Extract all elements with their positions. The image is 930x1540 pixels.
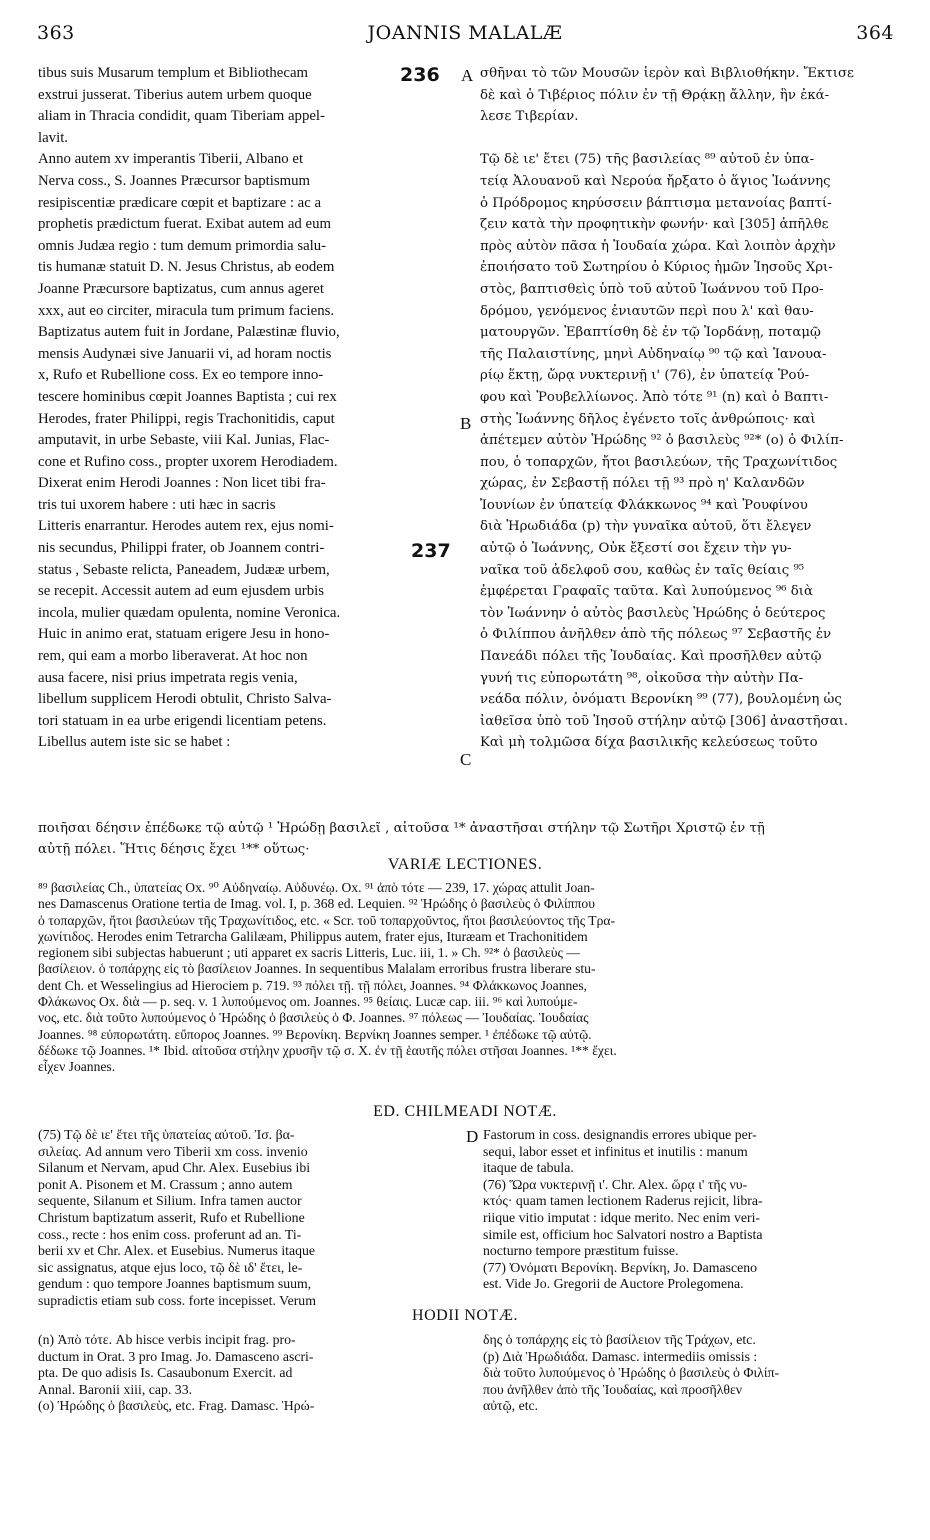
text-line: Joannes. ⁹⁸ εὐπορωτάτη. εὔπορος Joannes. ⁹⁹ Βερονίκη. Βερνίκη Joannes semper. ¹ ἐπέδωκε τῷ αὐτῷ.: [38, 1026, 592, 1042]
text-line: χωνίτιδος. Herodes enim Tetrarcha Galilæam, Philippus autem, frater ejus, Ituræam et Trachonitidem: [38, 928, 588, 944]
text-line: δης ὁ τοπάρχης εἰς τὸ βασίλειον τῆς Τράχων, etc.: [483, 1332, 756, 1347]
text-line: χώρας, ἐν Σεβαστῇ πόλει τῇ ⁹³ πρὸ η' Καλανδῶν: [480, 476, 805, 492]
text-line: εἶχεν Joannes.: [38, 1059, 116, 1075]
text-line: ναῖκα τοῦ ἀδελφοῦ σου, καθὼς ἐν ταῖς θείαις ⁹⁵: [480, 562, 805, 578]
hodii-notes-heading: HODII NOTÆ.: [412, 1307, 518, 1324]
text-line: Libellus autem iste sic se habet :: [38, 734, 231, 751]
text-line: κτός· quam tamen lectionem Raderus rejicit, libra-: [483, 1193, 763, 1209]
text-line: νεάδα πόλιν, ὀνόματι Βερονίκη ⁹⁹ (77), βουλομένη ὡς: [480, 692, 842, 708]
text-line: ζειν κατὰ τὴν προφητικὴν φωνήν· καὶ [305] ἀπῆλθε: [480, 217, 829, 233]
text-line: gendum : quo tempore Joannes baptismum suum,: [38, 1276, 312, 1292]
text-line: Πανεάδι πόλει τῆς Ἰουδαίας. Καὶ προσῆλθεν αὐτῷ: [480, 649, 822, 665]
text-line: φου καὶ Ῥουβελλίωνος. Ἀπὸ τότε ⁹¹ (n) καὶ ὁ Βαπτι-: [480, 389, 829, 405]
text-line: amputavit, in urbe Sebaste, viii Kal. Junias, Flac-: [38, 432, 330, 449]
text-line: ὁ τοπαρχῶν, ἤτοι βασιλεύων τῆς Τραχωνίτιδος, etc. « Scr. τοῦ τοπαρχοῦντος, ἤτοι βασιλεύοντος τῆς Τρα-: [38, 912, 615, 928]
text-line: nocturno tempore præstitum fuisse.: [483, 1243, 679, 1259]
text-line: est. Vide Jo. Gregorii de Auctore Prolegomena.: [483, 1276, 744, 1292]
text-line: Annal. Baronii xiii, cap. 33.: [38, 1381, 193, 1397]
chilmead-notes-heading: ED. CHILMEADI NOTÆ.: [373, 1103, 557, 1120]
text-line: Anno autem xv imperantis Tiberii, Albano et: [38, 151, 304, 168]
text-line: σθῆναι τὸ τῶν Μουσῶν ἱερὸν καὶ Βιβλιοθήκην. Ἔκτισε: [480, 66, 854, 81]
variae-lectiones-notes: [38, 880, 900, 1076]
hodii-notes-right: [483, 1332, 903, 1415]
text-line: ausa facere, nisi prius impetrata regis venia,: [38, 669, 298, 686]
text-line: sequi, labor esset et infinitus et inutilis : manum: [483, 1143, 748, 1159]
variae-lectiones-heading: VARIÆ LECTIONES.: [387, 856, 543, 873]
text-line: Herodes, frater Philippi, regis Trachonitidis, caput: [38, 410, 335, 427]
text-line: (77) Ὀνόματι Βερονίκη. Βερνίκη, Jo. Damasceno: [483, 1259, 758, 1275]
section-marker-d: D: [466, 1127, 479, 1146]
text-line: (o) Ἡρώδης ὁ βασιλεὺς, etc. Frag. Damasc. Ἡρώ-: [38, 1398, 315, 1414]
text-line: τὸν Ἰωάννην ὁ αὐτὸς βασιλεὺς Ἡρώδης ὁ δεύτερος: [480, 605, 826, 621]
text-line: ὁ Πρόδρομος κηρύσσειν βάπτισμα μετανοίας βαπτί-: [480, 195, 832, 211]
text-line: διὰ Ἡρωδιάδα (p) τὴν γυναῖκα αὐτοῦ, ὅτι ἔλεγεν: [480, 519, 812, 535]
section-marker-b: B: [460, 414, 472, 433]
text-line: Huic in animo erat, statuam erigere Jesu in hono-: [38, 626, 330, 643]
text-line: βασίλειον. ὁ τοπάρχης εἰς τὸ βασίλειον Joannes. In sequentibus Malalam erroribus frustra liberare stu-: [38, 961, 596, 977]
text-line: Ἰουνίων ἐν ὑπατείᾳ Φλάκκωνος ⁹⁴ καὶ Ῥουφίνου: [480, 497, 808, 513]
text-line: libellum supplicem Herodi obtulit, Christo Salva-: [38, 691, 332, 708]
text-line: ἐμφέρεται Γραφαῖς ταῦτα. Καὶ λυπούμενος ⁹⁶ διὰ: [480, 584, 813, 600]
text-line: simile est, officium hoc Salvatori nostro a Baptista: [483, 1226, 763, 1242]
text-line: Τῷ δὲ ιε' ἔτει (75) τῆς βασιλείας ⁸⁹ αὐτοῦ ἐν ὑπα-: [480, 152, 815, 168]
text-line: ⁸⁹ βασιλείας Ch., ὑπατείας Ox. ⁹⁰ Αὐδηναίῳ. Αὐδυνέῳ. Ox. ⁹¹ ἀπὸ τότε — 239, 17. χώρας attulit Joan-: [38, 880, 595, 895]
text-line: Φλάκωνος Ox. διὰ — p. seq. v. 1 λυπούμενος om. Joannes. ⁹⁵ θείαις. Lucæ cap. iii. ⁹⁶ καὶ λυπούμε-: [38, 994, 578, 1010]
text-line: riique vitio imputat : idque merito. Nec enim veri-: [483, 1209, 761, 1225]
section-marker-c: C: [460, 750, 472, 769]
text-line: aliam in Thracia condidit, quam Tiberiam appel-: [38, 108, 325, 125]
text-line: που ἀνῆλθεν ἀπὸ τῆς Ἰουδαίας, καὶ προσῆλθεν: [483, 1381, 743, 1397]
text-line: nis secundus, Philippi frater, ob Joannem contri-: [38, 540, 325, 557]
text-line: στὸς, βαπτισθεὶς ὑπὸ τοῦ αὐτοῦ Ἰωάννου τοῦ Προ-: [480, 281, 824, 297]
text-line: τῆς Παλαιστίνης, μηνὶ Αὐδηναίῳ ⁹⁰ τῷ καὶ Ἰανουα-: [480, 346, 827, 362]
text-line: lavit.: [38, 129, 68, 146]
text-line: prophetis prædictum fuerat. Exibat autem ad eum: [38, 216, 331, 233]
text-line: ρίῳ ἕκτῃ, ὥρᾳ νυκτερινῇ ι' (76), ἐν ὑπατείᾳ Ῥού-: [480, 368, 810, 384]
text-line: νος, etc. διὰ τοῦτο λυπούμενος ὁ Ἡρώδης ὁ βασιλεὺς ὁ Φ. Joannes. ⁹⁷ πόλεως — Ἰουδαίας. Ἰουδαίας: [38, 1010, 589, 1026]
text-line: Baptizatus autem fuit in Jordane, Palæstinæ fluvio,: [38, 324, 340, 341]
text-line: berii xv et Chr. Alex. et Eusebius. Numerus itaque: [38, 1243, 316, 1259]
text-line: pta. De quo adisis Is. Casaubonum Exercit. ad: [38, 1365, 293, 1381]
text-line: (n) Ἀπὸ τότε. Ab hisce verbis incipit frag. pro-: [38, 1332, 296, 1347]
text-line: ἰαθεῖσα ὑπὸ τοῦ Ἰησοῦ στήλην αὐτῷ [306] ἀναστῆσαι.: [480, 713, 849, 729]
hodii-notes-left: [38, 1332, 456, 1415]
text-line: Καὶ μὴ τολμῶσα δίχα βασιλικῆς κελεύσεως τοῦτο: [480, 735, 818, 751]
text-line: ἀπέτεμεν αὐτὸν Ἡρώδης ⁹² ὁ βασιλεὺς ⁹²* (o) ὁ Φιλίπ-: [480, 433, 844, 449]
page-number-left: 363: [37, 22, 75, 44]
running-title: JOANNIS MALALÆ: [367, 22, 563, 44]
text-line: στὴς Ἰωάννης δῆλος ἐγένετο τοῖς ἀνθρώποις· καὶ: [480, 411, 816, 427]
text-line: exstrui jusserat. Tiberius autem urbem quoque: [38, 86, 312, 103]
text-line: ἐποιήσατο τοῦ Σωτηρίου ὁ Κύριος ἡμῶν Ἰησοῦς Χρι-: [480, 260, 833, 276]
text-line: se recepit. Accessit autem ad eum ejusdem urbis: [38, 583, 324, 600]
text-line: Silanum et Nervam, apud Chr. Alex. Eusebius ibi: [38, 1160, 311, 1176]
text-line: tibus suis Musarum templum et Bibliothecam: [38, 65, 309, 81]
text-line: tis humanæ statuit D. N. Jesus Christus, ab eodem: [38, 259, 335, 276]
text-line: [480, 128, 898, 150]
greek-text-column: [480, 63, 898, 754]
marginal-page-number: 236: [400, 64, 440, 86]
text-line: που, ὁ τοπαρχῶν, ἤτοι βασιλεύων, τῆς Τραχωνίτιδος: [480, 454, 838, 470]
text-line: supradictis etiam sub coss. forte incepisset. Verum: [38, 1292, 316, 1308]
section-marker-a: A: [461, 66, 474, 85]
text-line: Litteris enarrantur. Herodes autem rex, ejus nomi-: [38, 518, 334, 535]
text-line: ponit A. Pisonem et M. Crassum ; anno autem: [38, 1176, 293, 1192]
text-line: resipiscentiæ prædicare cœpit et baptizare : ac a: [38, 194, 322, 211]
marginal-page-number: 237: [411, 540, 451, 562]
text-line: Joanne Præcursore baptizatus, cum annus ageret: [38, 280, 324, 297]
text-line: ποιῆσαι δέησιν ἐπέδωκε τῷ αὐτῷ ¹ Ἡρώδῃ βασιλεῖ , αἰτοῦσα ¹* ἀναστῆσαι στήλην τῷ Σωτῆρι Χριστῷ ἐν τῇ: [38, 821, 765, 836]
text-line: dent Ch. et Wesselingius ad Hierociem p. 719. ⁹³ πόλει τῇ. τῇ πόλει, Joannes. ⁹⁴ Φλάκκωνος Joannes,: [38, 977, 588, 993]
text-line: δρόμου, γενόμενος ἐνιαυτῶν περὶ που λ' καὶ θαυ-: [480, 303, 814, 319]
text-line: rem, qui eam a morbo liberaverat. At hoc non: [38, 648, 308, 665]
text-line: sequente, Silanum et Silium. Infra tamen auctor: [38, 1193, 302, 1209]
text-line: sic assignatus, atque ejus loco, τῷ δὲ ιδ' ἔτει, le-: [38, 1259, 303, 1275]
text-line: (75) Τῷ δὲ ιε' ἔτει τῆς ὑπατείας αὐτοῦ. Ἰσ. βα-: [38, 1127, 295, 1142]
text-line: (p) Διὰ Ἡρωδιάδα. Damasc. intermediis omissis :: [483, 1348, 758, 1364]
text-line: ductum in Orat. 3 pro Imag. Jo. Damasceno ascri-: [38, 1348, 314, 1364]
text-line: δέδωκε τῷ Joannes. ¹* Ibid. αἰτοῦσα στήλην χρυσῆν τῷ σ. Χ. ἐν τῇ ἑαυτῆς πόλει στῆσαι Joannes. ¹** ἔχει.: [38, 1042, 617, 1058]
text-line: regionem sibi subjectas habuerunt ; uti apparet ex sacris Litteris, Luc. iii, 1. » Ch. ⁹²* ὁ βασιλεὺς —: [38, 945, 580, 961]
text-line: τείᾳ Ἀλουανοῦ καὶ Νερούα ἤρξατο ὁ ἅγιος Ἰωάννης: [480, 173, 831, 189]
latin-text-column: [38, 63, 456, 754]
text-line: (76) Ὥρα νυκτερινῇ ι'. Chr. Alex. ὥρᾳ ι' τῆς νυ-: [483, 1176, 748, 1192]
text-line: αὐτῷ ὁ Ἰωάννης, Οὐκ ἔξεστί σοι ἔχειν τὴν γυ-: [480, 541, 792, 557]
text-line: Dixerat enim Herodi Joannes : Non licet tibi fra-: [38, 475, 326, 492]
text-line: itaque de tabula.: [483, 1160, 574, 1176]
text-line: tris tui uxorem habere : uti hæc in sacris: [38, 496, 276, 513]
text-line: nes Damascenus Oratione tertia de Imag. vol. I, p. 368 ed. Lequien. ⁹² Ἡρώδης ὁ βασιλεὺς ὁ Φιλίππου: [38, 896, 595, 912]
text-line: omnis Judæa regio : tum demum primordia salu-: [38, 237, 327, 254]
text-line: tescere hominibus cœpit Joannes Baptista ; cui rex: [38, 388, 337, 405]
text-line: cone et Rufino coss., propter uxorem Herodiadem.: [38, 453, 338, 470]
text-line: mensis Audynæi sive Januarii vi, ad horam noctis: [38, 345, 332, 362]
text-line: διὰ τοῦτο λυπούμενος ὁ Ἡρώδης ὁ βασιλεὺς ὁ Φιλίπ-: [483, 1365, 780, 1381]
text-line: Christum baptizatum asserit, Rufo et Rubellione: [38, 1209, 305, 1225]
text-line: Nerva coss., S. Joannes Præcursor baptismum: [38, 172, 311, 189]
text-line: ματουργῶν. Ἐβαπτίσθη δὲ ἐν τῷ Ἰορδάνῃ, ποταμῷ: [480, 325, 821, 341]
text-line: coss., recte : hos enim coss. proferunt ad an. Ti-: [38, 1226, 302, 1242]
text-line: ὁ Φιλίππου ἀνῆλθεν ἀπὸ τῆς πόλεως ⁹⁷ Σεβαστῆς ἐν: [480, 627, 832, 643]
greek-full-width-text: [38, 818, 900, 860]
text-line: αὐτῇ πόλει. Ἥτις δέησις ἔχει ¹** οὕτως·: [38, 842, 310, 857]
page-number-right: 364: [856, 22, 894, 44]
text-line: xxx, aut eo circiter, miracula tum primum faciens.: [38, 302, 335, 319]
text-line: Fastorum in coss. designandis errores ubique per-: [483, 1127, 757, 1142]
chilmead-notes-left: [38, 1127, 456, 1310]
text-line: δὲ καὶ ὁ Τιβέριος πόλιν ἐν τῇ Θρᾴκῃ ἄλλην, ἣν ἐκά-: [480, 87, 830, 103]
text-line: σιλείας. Ad annum vero Tiberii xm coss. invenio: [38, 1143, 308, 1159]
text-line: x, Rufo et Rubellione coss. Ex eo tempore inno-: [38, 367, 324, 384]
text-line: incola, mulier quædam opulenta, nomine Veronica.: [38, 604, 341, 621]
text-line: λεσε Τιβερίαν.: [480, 109, 579, 125]
text-line: αὐτῷ, etc.: [483, 1398, 539, 1414]
chilmead-notes-right: [483, 1127, 903, 1293]
text-line: γυνή τις εὐπορωτάτη ⁹⁸, οἰκοῦσα τὴν αὐτὴν Πα-: [480, 670, 804, 686]
text-line: status , Sebaste relicta, Paneadem, Judææ urbem,: [38, 561, 330, 578]
text-line: πρὸς αὐτὸν πᾶσα ἡ Ἰουδαία χώρα. Καὶ λοιπὸν ἀρχὴν: [480, 238, 836, 254]
text-line: tori statuam in ea urbe erigendi licentiam petens.: [38, 712, 327, 729]
